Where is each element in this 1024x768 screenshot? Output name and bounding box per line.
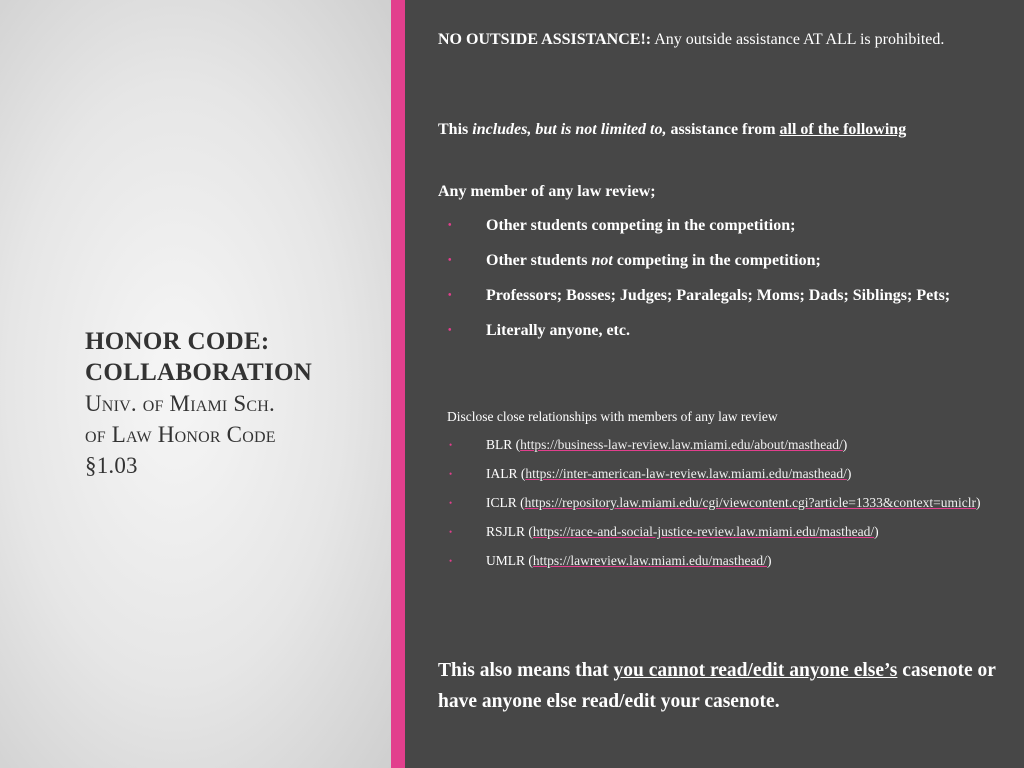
law-review-item: [447, 464, 999, 484]
list-item-text: Literally anyone, etc.: [486, 322, 630, 339]
bullet-icon: •: [448, 325, 452, 336]
title-line-2: COLLABORATION: [85, 359, 313, 386]
masthead-link[interactable]: https://inter-american-law-review.law.miami.edu/masthead/: [525, 466, 847, 481]
bullet-icon: •: [449, 469, 453, 479]
includes-mid: assistance from: [666, 121, 780, 138]
bullet-icon: •: [449, 498, 453, 508]
bullet-icon: •: [448, 290, 452, 301]
no-outside-assistance-paragraph: [438, 26, 998, 53]
bullet-icon: •: [449, 556, 453, 566]
title-panel: [0, 0, 391, 768]
bullet-icon: •: [449, 440, 453, 450]
slide-title: [85, 326, 385, 481]
title-line-3: Univ. of Miami Sch.: [85, 391, 275, 416]
law-review-list: [447, 435, 999, 580]
bullet-icon: •: [448, 255, 452, 266]
list-item: [438, 247, 998, 274]
list-item-text: Other students competing in the competition;: [486, 217, 796, 234]
law-review-name: ICLR (: [486, 495, 525, 510]
paren: ): [842, 437, 848, 452]
content-panel: [405, 0, 1024, 768]
bullet-icon: •: [448, 220, 452, 231]
law-review-name: UMLR (: [486, 553, 533, 568]
includes-paragraph: [438, 116, 998, 143]
title-line-5: §1.03: [85, 453, 138, 478]
includes-pre: This: [438, 121, 473, 138]
casenote-underline: you cannot read/edit anyone else’s: [613, 660, 898, 681]
masthead-link[interactable]: https://lawreview.law.miami.edu/masthead/: [532, 553, 767, 568]
list-item-italic: not: [591, 252, 613, 269]
paren: ): [766, 553, 772, 568]
masthead-link[interactable]: https://race-and-social-justice-review.law.miami.edu/masthead/: [532, 524, 875, 539]
casenote-pre: This also means that: [438, 660, 614, 681]
paren: ): [874, 524, 879, 539]
law-review-name: BLR (: [486, 437, 521, 452]
no-outside-assistance-text: Any outside assistance AT ALL is prohibited.: [651, 31, 945, 48]
disclose-heading: Disclose close relationships with members of any law review: [447, 409, 778, 424]
no-outside-assistance-heading: NO OUTSIDE ASSISTANCE!:: [438, 31, 652, 48]
law-review-item: [447, 522, 999, 542]
title-line-1: HONOR CODE:: [85, 328, 270, 355]
includes-italic: includes, but is not limited to,: [472, 121, 667, 138]
law-review-item: [447, 551, 999, 571]
casenote-post: casenote or have anyone else read/edit your casenote.: [438, 660, 996, 712]
paren: ): [975, 495, 981, 510]
law-review-item: [447, 435, 999, 455]
list-item: [438, 212, 998, 239]
assistance-list: [438, 212, 998, 352]
list-item-text: Other students: [486, 252, 592, 269]
masthead-link[interactable]: https://repository.law.miami.edu/cgi/viewcontent.cgi?article=1333&context=umiclr: [524, 495, 976, 510]
masthead-link[interactable]: https://business-law-review.law.miami.edu/about/masthead/: [520, 437, 843, 452]
bullet-icon: •: [449, 527, 453, 537]
title-line-4: of Law Honor Code: [85, 422, 276, 447]
paren: ): [846, 466, 852, 481]
includes-underline: all of the following: [779, 121, 907, 138]
list-item-text-post: competing in the competition;: [612, 252, 821, 269]
accent-stripe: [391, 0, 405, 768]
list-item: [438, 282, 998, 309]
law-review-name: IALR (: [486, 466, 526, 481]
casenote-paragraph: [438, 655, 1008, 717]
law-review-name: RSJLR (: [486, 524, 533, 539]
law-review-member-line: Any member of any law review;: [438, 183, 656, 200]
list-item: [438, 317, 998, 344]
law-review-item: [447, 493, 999, 513]
list-item-text: Professors; Bosses; Judges; Paralegals; Moms; Dads; Siblings; Pets;: [486, 287, 951, 304]
